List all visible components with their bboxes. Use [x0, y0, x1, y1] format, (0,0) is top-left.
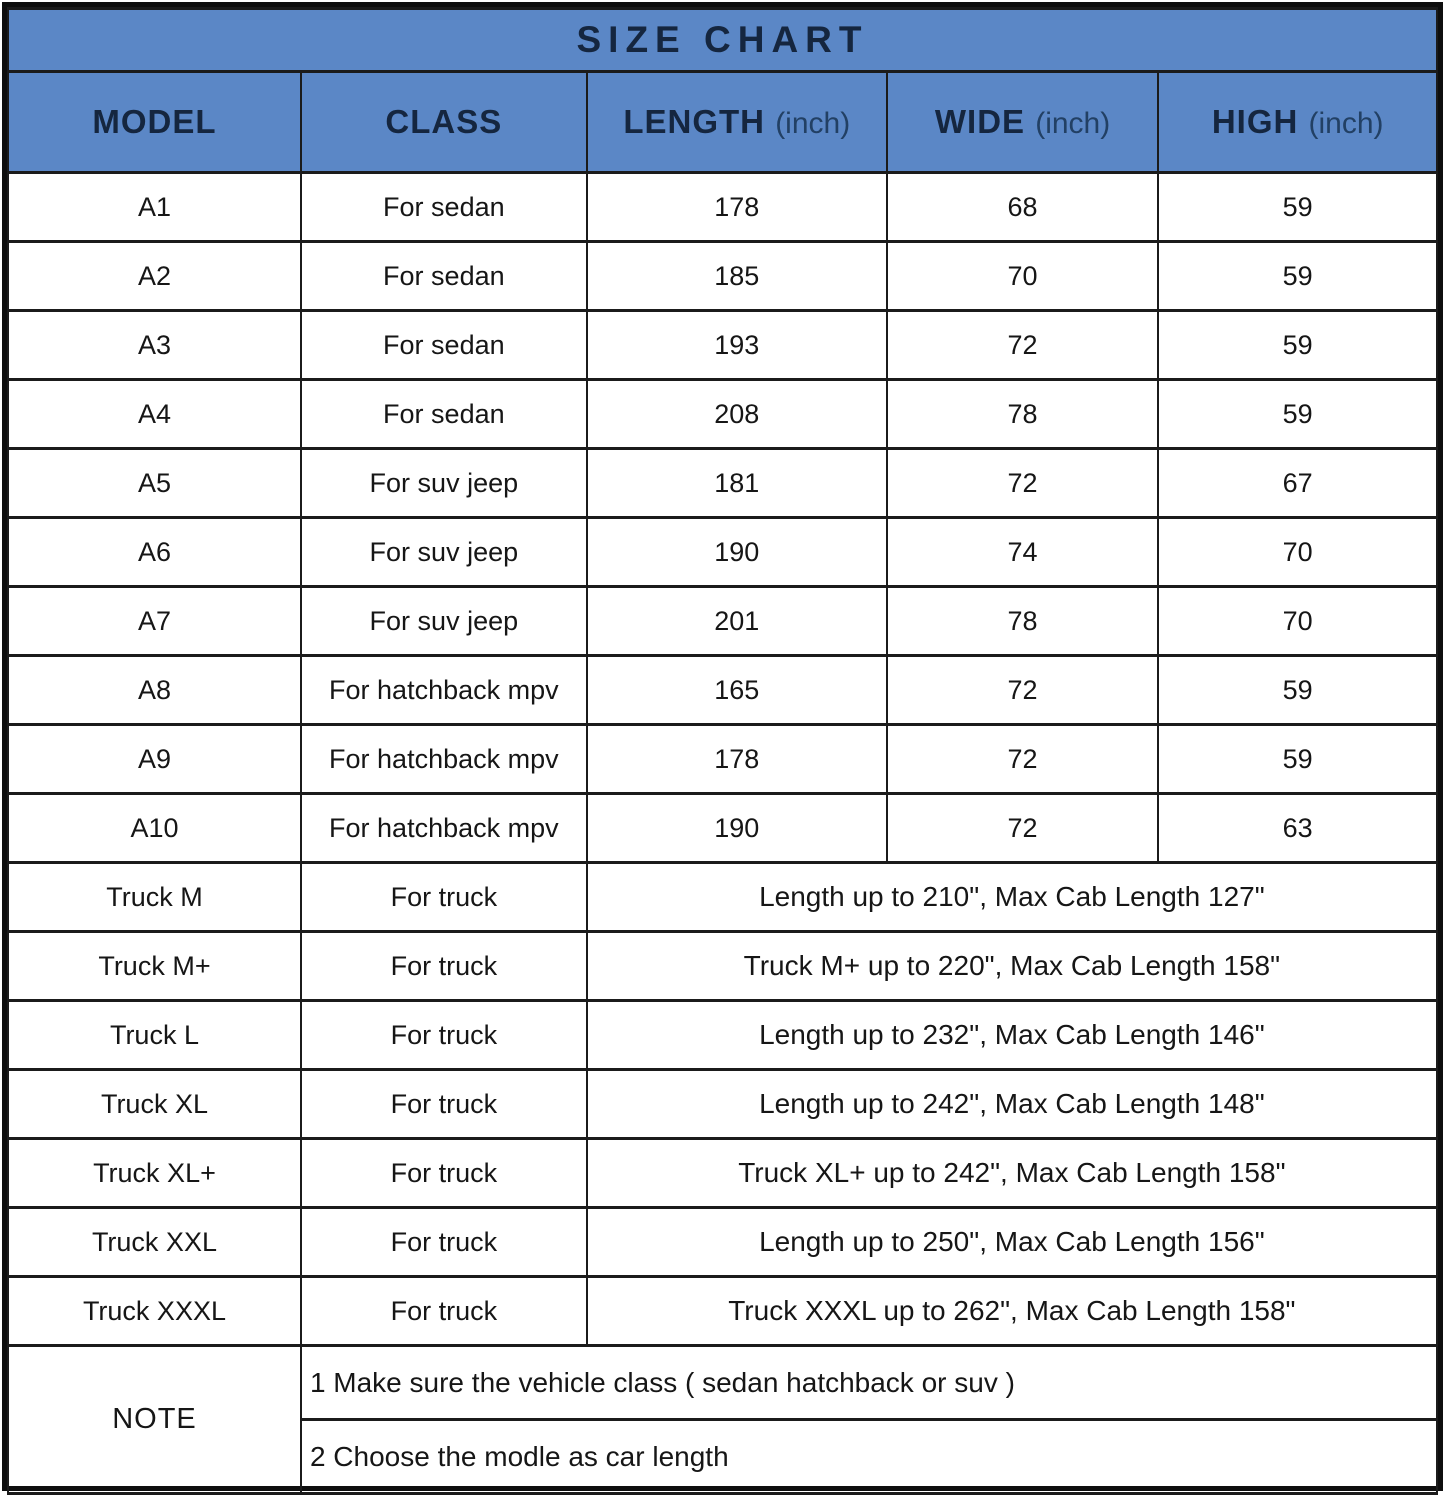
wide-cell: 72: [887, 725, 1159, 794]
length-cell: 201: [587, 587, 887, 656]
wide-cell: 68: [887, 173, 1159, 242]
model-cell: Truck M: [8, 863, 301, 932]
class-cell: For truck: [301, 1001, 587, 1070]
wide-cell: 78: [887, 380, 1159, 449]
high-cell: 59: [1158, 173, 1437, 242]
high-cell: 59: [1158, 656, 1437, 725]
table-row-truck-xl: [8, 1070, 1437, 1139]
class-cell: For hatchback mpv: [301, 725, 587, 794]
table-row-a1: [8, 173, 1437, 242]
length-cell: 165: [587, 656, 887, 725]
wide-cell: 78: [887, 587, 1159, 656]
class-cell: For truck: [301, 932, 587, 1001]
length-cell: 190: [587, 518, 887, 587]
model-cell: A4: [8, 380, 301, 449]
column-header-high: [1158, 72, 1437, 173]
length-cell: 208: [587, 380, 887, 449]
high-cell: 59: [1158, 242, 1437, 311]
class-cell: For sedan: [301, 380, 587, 449]
table-row-a2: [8, 242, 1437, 311]
table-row-a6: [8, 518, 1437, 587]
model-cell: A9: [8, 725, 301, 794]
truck-spec-cell: Truck XXXL up to 262", Max Cab Length 158": [587, 1277, 1437, 1346]
truck-spec-cell: Length up to 232", Max Cab Length 146": [587, 1001, 1437, 1070]
table-row-a7: [8, 587, 1437, 656]
model-cell: Truck XXXL: [8, 1277, 301, 1346]
model-cell: Truck XXL: [8, 1208, 301, 1277]
table-row-truck-xxxl: [8, 1277, 1437, 1346]
model-cell: A3: [8, 311, 301, 380]
column-label: HIGH: [1211, 103, 1299, 140]
high-cell: 59: [1158, 725, 1437, 794]
class-cell: For truck: [301, 863, 587, 932]
table-row-a5: [8, 449, 1437, 518]
column-header-wide: [887, 72, 1159, 173]
column-unit: (inch): [775, 107, 851, 140]
length-cell: 193: [587, 311, 887, 380]
class-cell: For suv jeep: [301, 518, 587, 587]
size-chart-table: [7, 7, 1438, 1495]
length-cell: 178: [587, 725, 887, 794]
class-cell: For sedan: [301, 311, 587, 380]
wide-cell: 72: [887, 656, 1159, 725]
model-cell: A10: [8, 794, 301, 863]
table-row-a9: [8, 725, 1437, 794]
wide-cell: 72: [887, 794, 1159, 863]
chart-title: SIZE CHART: [8, 9, 1437, 72]
model-cell: A7: [8, 587, 301, 656]
truck-spec-cell: Truck M+ up to 220", Max Cab Length 158": [587, 932, 1437, 1001]
model-cell: A8: [8, 656, 301, 725]
wide-cell: 72: [887, 449, 1159, 518]
high-cell: 70: [1158, 518, 1437, 587]
table-row-truck-xl-plus: [8, 1139, 1437, 1208]
column-header-length: [587, 72, 887, 173]
model-cell: Truck M+: [8, 932, 301, 1001]
model-cell: A6: [8, 518, 301, 587]
truck-spec-cell: Length up to 210", Max Cab Length 127": [587, 863, 1437, 932]
column-label: WIDE: [934, 103, 1026, 140]
class-cell: For truck: [301, 1139, 587, 1208]
note-row-1: [8, 1346, 1437, 1420]
wide-cell: 70: [887, 242, 1159, 311]
model-cell: Truck XL: [8, 1070, 301, 1139]
header-row: [8, 72, 1437, 173]
table-row-truck-l: [8, 1001, 1437, 1070]
table-row-a10: [8, 794, 1437, 863]
wide-cell: 74: [887, 518, 1159, 587]
note-item-2: 2 Choose the modle as car length: [301, 1420, 1437, 1494]
high-cell: 67: [1158, 449, 1437, 518]
table-row-truck-m-plus: [8, 932, 1437, 1001]
high-cell: 63: [1158, 794, 1437, 863]
table-row-truck-m: [8, 863, 1437, 932]
table-row-a8: [8, 656, 1437, 725]
high-cell: 70: [1158, 587, 1437, 656]
model-cell: A5: [8, 449, 301, 518]
note-label-cell: NOTE: [8, 1346, 301, 1494]
model-cell: A2: [8, 242, 301, 311]
column-unit: (inch): [1035, 107, 1111, 140]
class-cell: For suv jeep: [301, 449, 587, 518]
class-cell: For truck: [301, 1208, 587, 1277]
high-cell: 59: [1158, 311, 1437, 380]
length-cell: 181: [587, 449, 887, 518]
truck-spec-cell: Truck XL+ up to 242", Max Cab Length 158": [587, 1139, 1437, 1208]
truck-spec-cell: Length up to 242", Max Cab Length 148": [587, 1070, 1437, 1139]
table-row-truck-xxl: [8, 1208, 1437, 1277]
wide-cell: 72: [887, 311, 1159, 380]
class-cell: For hatchback mpv: [301, 656, 587, 725]
note-item-1: 1 Make sure the vehicle class ( sedan hatchback or suv ): [301, 1346, 1437, 1420]
class-cell: For truck: [301, 1070, 587, 1139]
model-cell: A1: [8, 173, 301, 242]
column-header-model: [8, 72, 301, 173]
class-cell: For sedan: [301, 173, 587, 242]
class-cell: For suv jeep: [301, 587, 587, 656]
class-cell: For truck: [301, 1277, 587, 1346]
length-cell: 178: [587, 173, 887, 242]
column-header-class: [301, 72, 587, 173]
column-label: MODEL: [92, 103, 217, 140]
size-chart-frame: [2, 2, 1443, 1491]
column-label: CLASS: [385, 103, 503, 140]
column-label: LENGTH: [623, 103, 766, 140]
column-unit: (inch): [1308, 107, 1384, 140]
table-row-a3: [8, 311, 1437, 380]
model-cell: Truck L: [8, 1001, 301, 1070]
length-cell: 185: [587, 242, 887, 311]
table-row-a4: [8, 380, 1437, 449]
title-row: [8, 9, 1437, 72]
class-cell: For hatchback mpv: [301, 794, 587, 863]
class-cell: For sedan: [301, 242, 587, 311]
truck-spec-cell: Length up to 250", Max Cab Length 156": [587, 1208, 1437, 1277]
high-cell: 59: [1158, 380, 1437, 449]
model-cell: Truck XL+: [8, 1139, 301, 1208]
length-cell: 190: [587, 794, 887, 863]
